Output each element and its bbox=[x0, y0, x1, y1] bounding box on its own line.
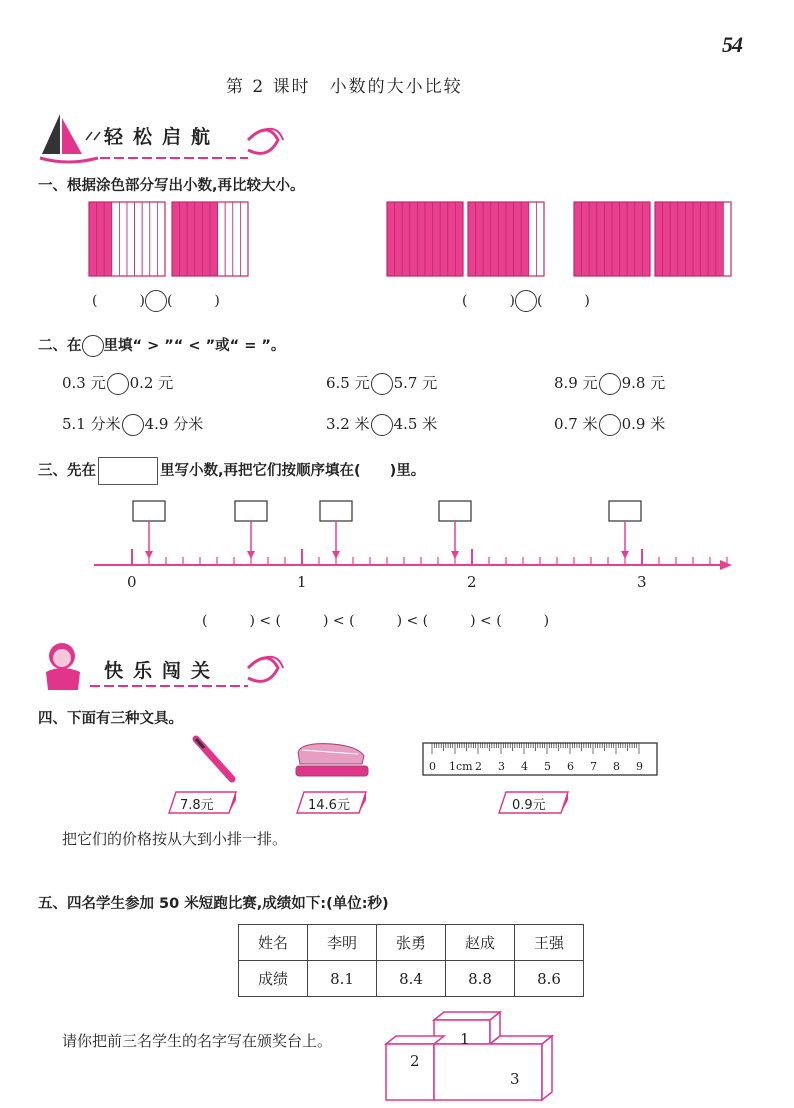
ruler-label: 3 bbox=[498, 760, 505, 773]
axis-tick-label: 0 bbox=[127, 573, 137, 591]
ruler-label: 2 bbox=[475, 760, 482, 773]
banner-second bbox=[38, 638, 288, 696]
example-box bbox=[98, 457, 158, 485]
q1-answer-left: ( ) ( ) bbox=[92, 290, 220, 312]
table-row: 成绩 8.1 8.4 8.8 8.6 bbox=[239, 961, 584, 997]
ruler-label: 6 bbox=[567, 760, 574, 773]
q2-item-2: 6.5 元 5.7 元 bbox=[326, 372, 437, 395]
price-tag-stapler: 14.6元 bbox=[296, 790, 368, 814]
grid-f bbox=[655, 202, 731, 276]
axis-tick-label: 3 bbox=[637, 573, 647, 591]
price-tag-ruler: 0.9元 bbox=[498, 790, 570, 814]
axis-arrow-icon bbox=[720, 560, 732, 570]
banner-first-title: 轻松启航 bbox=[104, 126, 221, 148]
svg-text:1: 1 bbox=[460, 1030, 470, 1048]
stapler-icon bbox=[292, 740, 372, 785]
answer-box bbox=[609, 501, 641, 521]
ruler-label: 8 bbox=[613, 760, 620, 773]
q2-item-1: 0.3 元 0.2 元 bbox=[62, 372, 173, 395]
q4-instruction: 把它们的价格按从大到小排一排。 bbox=[62, 830, 288, 848]
answer-box bbox=[133, 501, 165, 521]
pointer-arrow-icon bbox=[332, 551, 340, 559]
answer-box bbox=[439, 501, 471, 521]
ruler-icon bbox=[422, 742, 658, 778]
q2-item-6: 0.7 米 0.9 米 bbox=[554, 413, 665, 436]
svg-text:3: 3 bbox=[510, 1070, 520, 1088]
ruler-label: 7 bbox=[590, 760, 597, 773]
q2-item-4: 5.1 分米 4.9 分米 bbox=[62, 413, 203, 436]
q5-prompt: 五、四名学生参加 50 米短跑比赛,成绩如下:(单位:秒) bbox=[38, 896, 389, 912]
q1-prompt: 一、根据涂色部分写出小数,再比较大小。 bbox=[38, 178, 305, 194]
pointer-arrow-icon bbox=[451, 551, 459, 559]
pen-icon bbox=[190, 735, 240, 785]
pointer-arrow-icon bbox=[621, 551, 629, 559]
q3-prompt: 三、先在 里写小数,再把它们按顺序填在( )里。 bbox=[38, 457, 425, 485]
banner-first bbox=[38, 110, 288, 168]
price-tag-pen: 7.8元 bbox=[168, 790, 238, 814]
q5-instruction: 请你把前三名学生的名字写在颁奖台上。 bbox=[62, 1032, 333, 1050]
q1-shaded-grids bbox=[85, 200, 745, 280]
ruler-label: 0 bbox=[429, 760, 436, 773]
q1-answer-right: ( ) ( ) bbox=[462, 290, 590, 312]
pointer-arrow-icon bbox=[247, 551, 255, 559]
score-table bbox=[238, 924, 584, 997]
grid-a bbox=[89, 202, 165, 276]
number-line bbox=[90, 495, 740, 600]
axis-tick-label: 2 bbox=[467, 573, 477, 591]
grid-b bbox=[172, 202, 248, 276]
podium bbox=[382, 1006, 558, 1102]
grid-c bbox=[387, 202, 463, 276]
answer-box bbox=[320, 501, 352, 521]
banner-second-title: 快乐闯关 bbox=[104, 660, 221, 682]
pointer-arrow-icon bbox=[145, 551, 153, 559]
ruler-label: 4 bbox=[521, 760, 528, 773]
svg-text:2: 2 bbox=[410, 1052, 420, 1070]
compare-circle-icon bbox=[82, 335, 104, 357]
axis-tick-label: 1 bbox=[297, 573, 307, 591]
grid-e bbox=[574, 202, 650, 276]
ruler-label: 5 bbox=[544, 760, 551, 773]
q2-item-3: 8.9 元 9.8 元 bbox=[554, 372, 665, 395]
lesson-title: 第 2 课时 小数的大小比较 bbox=[226, 77, 463, 97]
answer-box bbox=[235, 501, 267, 521]
table-header-row: 姓名 李明 张勇 赵成 王强 bbox=[239, 925, 584, 961]
q4-prompt: 四、下面有三种文具。 bbox=[38, 711, 183, 727]
ruler-label: 1cm bbox=[449, 760, 473, 773]
q3-order-row: ( ) < ( ) < ( ) < ( ) < ( ) bbox=[202, 613, 550, 629]
q2-prompt: 二、在 里填“ > ”“ < ”或“ = ”。 bbox=[38, 334, 285, 357]
ruler-label: 9 bbox=[636, 760, 643, 773]
page-number: 54 bbox=[722, 32, 742, 57]
grid-d bbox=[468, 202, 544, 276]
q2-item-5: 3.2 米 4.5 米 bbox=[326, 413, 437, 436]
